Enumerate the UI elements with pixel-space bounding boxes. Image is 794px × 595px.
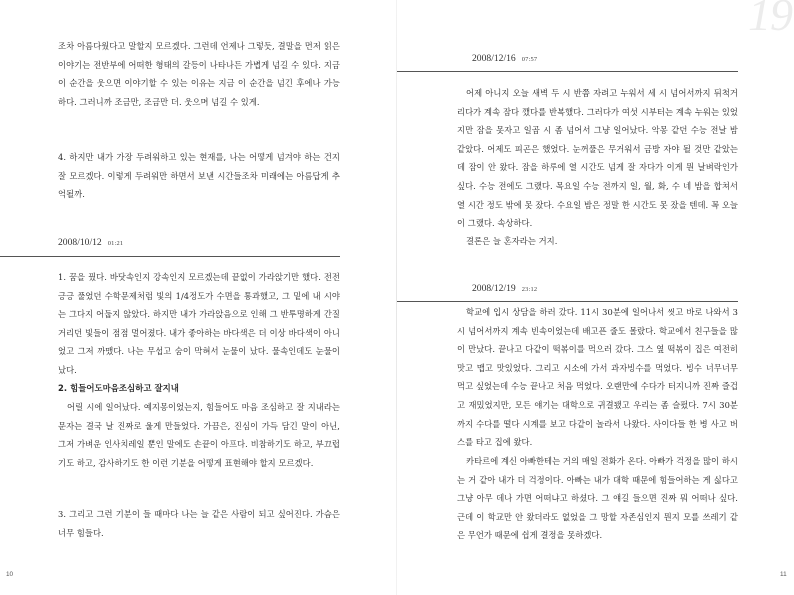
entry-rule <box>397 71 738 72</box>
entry-time: 07:57 <box>521 56 538 63</box>
entry-rule <box>0 256 340 257</box>
page-number: 10 <box>6 571 14 578</box>
entry-date: 2008/12/16 07:57 <box>472 53 538 64</box>
entry-rule <box>397 301 738 302</box>
paragraph: 4. 하지만 내가 가장 두려워하고 있는 현재를, 나는 어떻게 넘겨야 하는 건지 잘 모르겠다. 이렇게 두려워만 하면서 보낸 시간들조차 미래에는 아름답게 추억될까. <box>58 152 340 200</box>
entry-time: 01:21 <box>107 240 124 247</box>
entry-date: 2008/10/12 01:21 <box>58 237 124 248</box>
paragraph: 3. 그리고 그런 기분이 들 때마다 나는 늘 같은 사람이 되고 싶어진다. 가슴은 너무 힘들다. <box>58 509 340 538</box>
right-page <box>397 0 794 595</box>
paragraph: 학교에 입시 상담을 하러 갔다. 11시 30분에 일어나서 씻고 바로 나와서 3시 넘어서까지 계속 빈속이었는데 배고픈 줄도 몰랐다. 학교에서 친구들을 많이 만났다. 끝나고 다같이 떡볶이를 먹으러 갔다. 그스 옆 떡볶이 집은 여전히 맛고 맵고 맛있었다. 그리고 시소에 가서 과자빙수를 먹었다. 빙수 너무너무 먹고 싶었는데 수능 끝나고 처음 먹었다. 오랜만에 수다가 터지니까 진짜 즐겁고 재밌었지만, 모든 얘기는 대학으로 귀결됐고 우리는 좀 슬펐다. 7시 30분까지 수다를 떨다 시계를 보고 다같이 놀라서 나왔다. 사이다들 한 병 사고 버스를 타고 집에 왔다. <box>457 307 738 448</box>
subheading: 2. 힘들어도마음조심하고 잘지내 <box>58 383 179 393</box>
paragraph: 1. 꿈을 꿨다. 바닷속인지 강속인지 모르겠는데 끝없이 가라앉기만 했다. 전전긍긍 풀었던 수학문제처럼 빛의 1/4정도가 수면을 통과했고, 그 밑에 내 시야는 그다지 어둡지 않았다. 하지만 내가 가라앉음으로 인해 그 반투명하게 간질거리던 빛들이 점점 멀어졌다. 내가 좋아하는 바다색은 더 이상 바다색이 아니었고 그저 까맸다. 나는 무섭고 숨이 막혀서 눈물이 났다. 물속인데도 눈물이 났다. <box>58 272 340 375</box>
paragraph: 결론은 늘 혼자라는 거지. <box>466 236 558 246</box>
entry-time: 23:12 <box>521 286 538 293</box>
paragraph: 어릴 시에 일어났다. 예지몽이었는지, 힘들어도 마음 조심하고 잘 지내라는 문자는 결국 날 진짜로 울게 만들었다. 가끔은, 진심이 가득 담긴 말이 아닌, 그저 가벼운 인사치레일 뿐인 말에도 손끝이 아프다. 비참하기도 하고, 부끄럽기도 하고, 감사하기도 한 이런 기분을 어떻게 표현해야 할지 모르겠다. <box>58 402 340 468</box>
paragraph: 카타르에 계신 아빠한테는 거의 매일 전화가 온다. 아빠가 걱정을 많이 하시는 거 같아 내가 더 걱정이다. 아빠는 내가 대학 때문에 힘들어하는 게 싫다고 그냥 아무 데나 가면 어떠냐고 하셨다. 그 얘길 들으면 진짜 뭐 어떠나 싶다. 근데 이 학교만 안 왔더라도 없었을 그 망할 자존심인지 뭔지 모를 쓰레기 같은 무언가 때문에 쉽게 결정을 못하겠다. <box>457 456 738 541</box>
paragraph: 조차 아름다웠다고 말할지 모르겠다. 그런데 언제나 그렇듯, 결말을 먼저 읽은 이야기는 전반부에 어떠한 형태의 갈등이 나타나든 가볍게 넘길 수 있다. 지금 이 순간을 웃으면 이야기할 수 있는 이유는 지금 이 순간을 넘긴 후에나 가능하다. 그러니까 조금만, 조금만 더. 웃으며 넘길 수 있게. <box>58 41 340 107</box>
page-number: 11 <box>780 571 787 578</box>
paragraph: 어제 아니지 오늘 새벽 두 시 반쯤 자려고 누워서 세 시 넘어서까지 뒤척거리다가 계속 잠다 깼다를 반복했다. 그러다가 여섯 시부터는 계속 누워는 있었지만 잠을 못자고 일곱 시 좀 넘어서 그냥 일어났다. 악몽 같던 수능 전날 밤 같았다. 어제도 피곤은 했었다. 눈꺼풀은 무거워서 금방 자야 될 것만 같았는데 잠이 안 왔다. 잠을 하루에 열 시간도 넘게 잘 자다가 이게 뭔 날벼락인가 싶다. 수능 전에도 그랬다. 목요일 수능 전까지 일, 월, 화, 수 네 밤을 합쳐서 열 시간 정도 밖에 못 잤다. 수요일 밤은 정말 한 시간도 못 잤을 텐데. 꼭 오늘이 그랬다. 속상하다. <box>457 88 738 229</box>
corner-page-number: 19 <box>748 0 792 40</box>
entry-date: 2008/12/19 23:12 <box>472 283 538 294</box>
